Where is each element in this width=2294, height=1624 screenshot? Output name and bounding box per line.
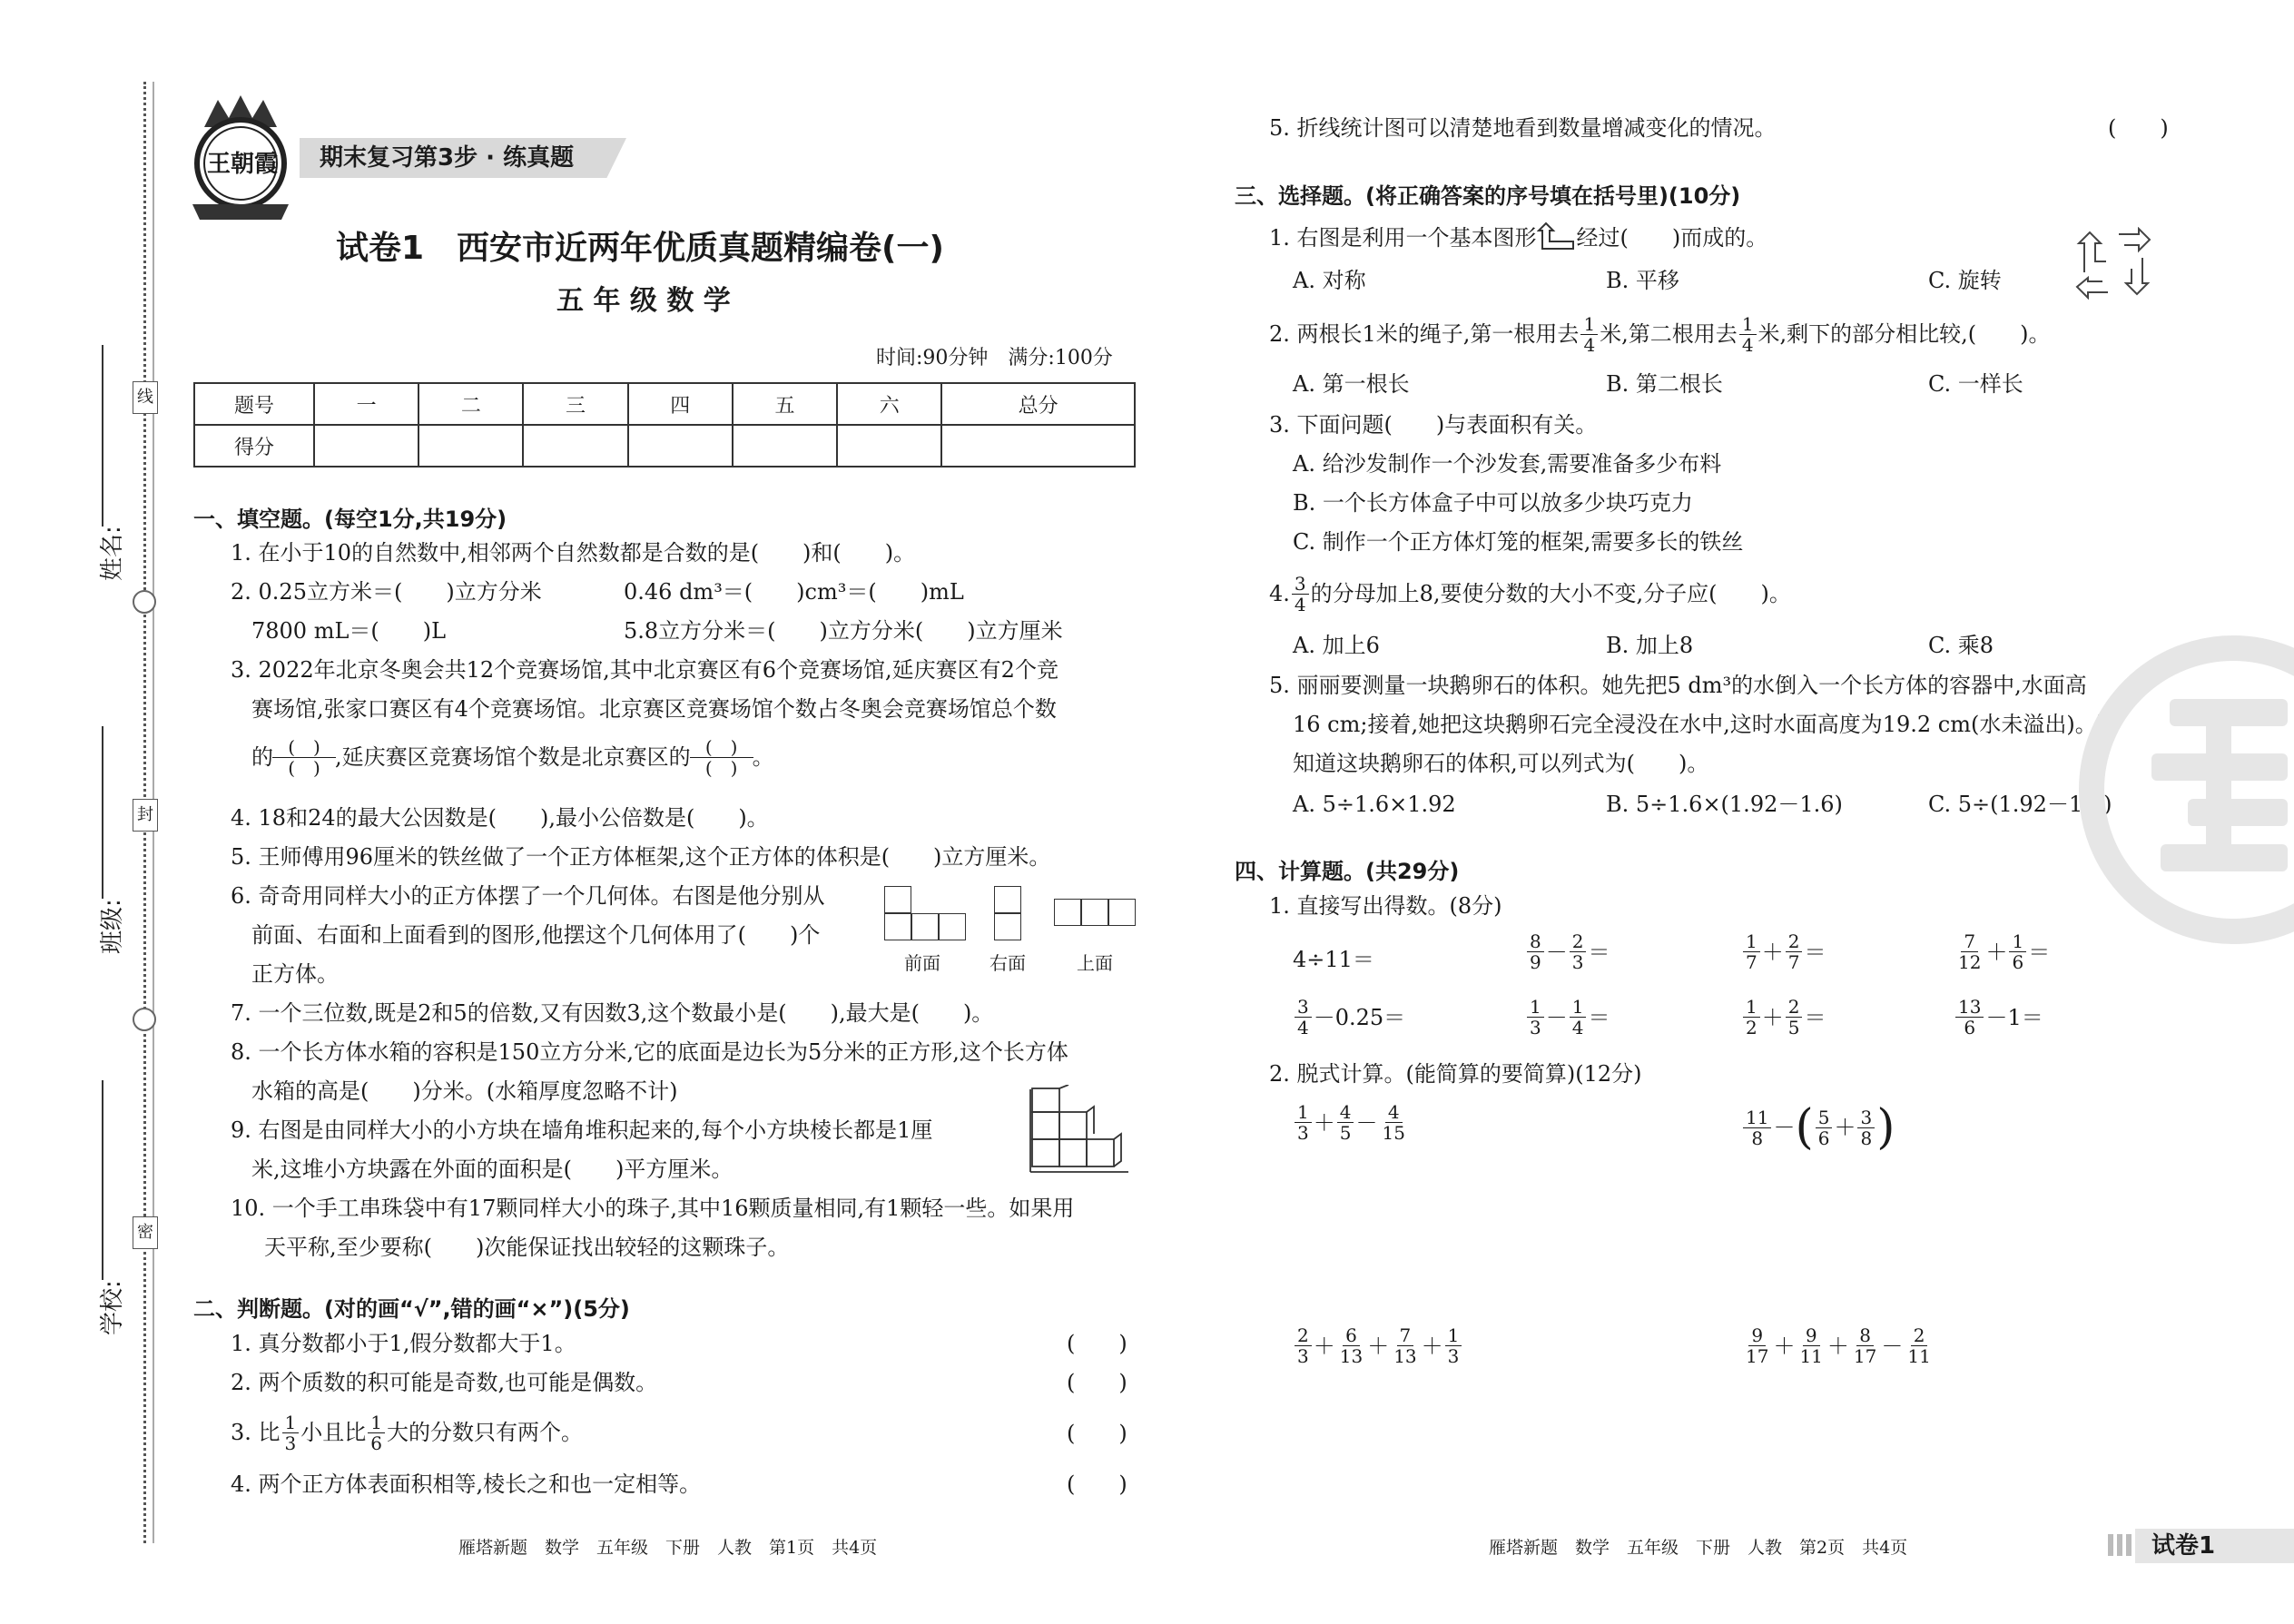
fraction-one-fourth: $\frac{1}{4}$ (1580, 314, 1598, 355)
s4-p1: 1. 直接写出得数。(8分) (1269, 893, 1502, 919)
s3-q1-opt-c[interactable]: C. 旋转 (1928, 268, 2002, 293)
s1-q2a: 2. 0.25立方米＝( )立方分米 (231, 579, 542, 605)
s3-q2-pre: 2. 两根长1米的绳子,第一根用去 (1269, 321, 1580, 347)
school-label: 学校: (99, 1280, 126, 1335)
s3-q4-opt-b[interactable]: B. 加上8 (1606, 633, 1694, 658)
time-info: 时间:90分钟 满分:100分 (876, 347, 1113, 369)
footer-right: 雁塔新题 数学 五年级 下册 人教 第2页 共4页 (1489, 1538, 1908, 1558)
front-view-figure (884, 886, 966, 942)
paper-subtitle: 五 年 级 数 学 (556, 285, 731, 317)
mark-mi: 密 (133, 1216, 158, 1249)
s3-q2-opt-b[interactable]: B. 第二根长 (1606, 371, 1723, 397)
s1-q3c-pre: 的 (251, 744, 273, 770)
section4-heading: 四、计算题。(共29分) (1235, 859, 1460, 884)
score-input-cell[interactable] (733, 425, 837, 467)
s3-q1-opt-a[interactable]: A. 对称 (1293, 268, 1366, 293)
score-table-score-row (194, 425, 1135, 467)
s3-q2-post: 米,剩下的部分相比较,( )。 (1757, 321, 2051, 347)
view-label-front: 前面 (904, 952, 940, 974)
s3-q5c: 知道这块鹅卵石的体积,可以列式为( )。 (1293, 751, 1709, 776)
s3-q2-opt-c[interactable]: C. 一样长 (1928, 371, 2023, 397)
score-input-cell[interactable] (941, 425, 1135, 467)
s3-q4-opt-c[interactable]: C. 乘8 (1928, 633, 1994, 658)
fraction-one-sixth: $\frac{1}{6}$ (368, 1412, 385, 1453)
mark-feng: 封 (133, 799, 158, 832)
s1-q2d: 5.8立方分米＝( )立方分米( )立方厘米 (624, 618, 1063, 644)
calc-4div11: 4÷11＝ (1293, 947, 1374, 972)
score-table (193, 382, 1136, 468)
s3-q1 (1269, 221, 1767, 254)
right-view-figure (994, 886, 1021, 942)
blank-fraction[interactable]: $\frac{( )}{( )}$ (693, 737, 751, 778)
s2-q1: 1. 真分数都小于1,假分数都大于1。 (231, 1331, 576, 1356)
school-field[interactable] (84, 1080, 129, 1334)
brand-logo (182, 91, 300, 227)
top-view-figure (1054, 899, 1136, 928)
stacked-cubes-figure (1021, 1085, 1130, 1176)
view-label-right: 右面 (989, 952, 1026, 974)
score-table-header-row (194, 383, 1135, 425)
s1-q3b: 赛场馆,张家口赛区有4个竞赛场馆。北京赛区竞赛场馆个数占冬奥会竞赛场馆总个数 (251, 696, 1057, 722)
score-table-cell: 一 (314, 383, 418, 425)
binding-strip (0, 0, 182, 1624)
binding-hole-1 (133, 590, 156, 614)
s3-q4-opt-a[interactable]: A. 加上6 (1293, 633, 1380, 658)
calc-item: $\frac{7}{12}$ ＋ $\frac{1}{6}$ ＝ (1958, 930, 2051, 973)
class-label: 班级: (99, 899, 126, 954)
s1-q6a: 6. 奇奇用同样大小的正方体摆了一个几何体。右图是他分别从 (231, 883, 825, 909)
s2-q3 (231, 1407, 583, 1458)
s1-q8b: 水箱的高是( )分米。(水箱厚度忽略不计) (251, 1078, 678, 1104)
s3-q2 (1269, 309, 2051, 359)
answer-bracket[interactable]: ( ) (1067, 1331, 1127, 1356)
s3-q3-opt-b[interactable]: B. 一个长方体盒子中可以放多少块巧克力 (1293, 490, 1693, 516)
footer-tag: 试卷1 (2151, 1532, 2216, 1560)
s1-q4: 4. 18和24的最大公因数是( ),最小公倍数是( )。 (231, 805, 769, 831)
rotation-pattern-icon (2075, 227, 2151, 300)
paper-title: 试卷1 西安市近两年优质真题精编卷(一) (336, 230, 944, 267)
footer-left: 雁塔新题 数学 五年级 下册 人教 第1页 共4页 (458, 1538, 878, 1558)
s1-q10b: 天平称,至少要称( )次能保证找出较轻的这颗珠子。 (264, 1235, 790, 1260)
section3-heading: 三、选择题。(将正确答案的序号填在括号里)(10分) (1235, 183, 1741, 209)
s3-q3-opt-c[interactable]: C. 制作一个正方体灯笼的框架,需要多长的铁丝 (1293, 529, 1744, 555)
s1-q2c: 7800 mL＝( )L (251, 618, 447, 644)
view-label-top: 上面 (1077, 952, 1113, 974)
s3-q5-opt-a[interactable]: A. 5÷1.6×1.92 (1293, 792, 1456, 817)
calc-item: $\frac{13}{6}$ －1＝ (1954, 997, 2043, 1038)
class-field[interactable] (84, 726, 129, 953)
name-label: 姓名: (99, 526, 126, 581)
fraction-three-fourths: $\frac{3}{4}$ (1292, 574, 1309, 615)
score-table-cell: 五 (733, 383, 837, 425)
s3-q2-opt-a[interactable]: A. 第一根长 (1293, 371, 1410, 397)
s2-q3-post: 大的分数只有两个。 (387, 1420, 583, 1445)
s1-q3c-post: 。 (752, 744, 774, 770)
s1-q3a: 3. 2022年北京冬奥会共12个竞赛场馆,其中北京赛区有6个竞赛场馆,延庆赛区有2个竞 (231, 657, 1058, 683)
stamp-glyph-icon (2115, 672, 2294, 908)
s3-q4 (1269, 568, 1791, 619)
expr-item: $\frac{11}{8}$ － ( $\frac{5}{6}$ ＋ $\frac{3}{8}$ ) (1741, 1102, 1895, 1153)
s1-q5: 5. 王师傅用96厘米的铁丝做了一个正方体框架,这个正方体的体积是( )立方厘米。 (231, 844, 1051, 870)
s1-q7: 7. 一个三位数,既是2和5的倍数,又有因数3,这个数最小是( ),最大是( )。 (231, 1000, 994, 1026)
s3-q3-opt-a[interactable]: A. 给沙发制作一个沙发套,需要准备多少布料 (1293, 451, 1722, 477)
s1-q9a: 9. 右图是由同样大小的小方块在墙角堆积起来的,每个小方块棱长都是1厘 (231, 1117, 933, 1143)
logo-text: 王朝霞 (206, 151, 278, 178)
score-table-cell: 三 (523, 383, 627, 425)
s1-q1: 1. 在小于10的自然数中,相邻两个自然数都是合数的是( )和( )。 (231, 540, 916, 566)
section1-heading: 一、填空题。(每空1分,共19分) (193, 507, 507, 532)
answer-bracket[interactable]: ( ) (1067, 1471, 1127, 1497)
s3-q1-pre: 1. 右图是利用一个基本图形 (1269, 225, 1537, 251)
s3-q5b: 16 cm;接着,她把这块鹅卵石完全浸没在水中,这时水面高度为19.2 cm(水未溢出)。要 (1293, 712, 2119, 737)
calc-item: $\frac{8}{9}$ － $\frac{2}{3}$ ＝ (1525, 931, 1610, 972)
answer-bracket[interactable]: ( ) (2108, 115, 2169, 141)
score-input-cell[interactable] (837, 425, 941, 467)
score-input-cell[interactable] (523, 425, 627, 467)
s1-q10a: 10. 一个手工串珠袋中有17颗同样大小的珠子,其中16颗质量相同,有1颗轻一些。如果用 (231, 1196, 1075, 1221)
s3-q3: 3. 下面问题( )与表面积有关。 (1269, 412, 1598, 438)
s2-q4: 4. 两个正方体表面积相等,棱长之和也一定相等。 (231, 1471, 702, 1497)
step-banner-text: 期末复习第3步 · 练真题 (320, 144, 575, 172)
s1-q3c (251, 732, 774, 782)
s1-q3c-mid: ,延庆赛区竞赛场馆个数是北京赛区的 (335, 744, 691, 770)
score-table-cell: 四 (628, 383, 733, 425)
footer-pattern (2108, 1534, 2135, 1556)
score-table-cell: 六 (837, 383, 941, 425)
s2-q2: 2. 两个质数的积可能是奇数,也可能是偶数。 (231, 1370, 658, 1395)
s3-q4-pre: 4. (1269, 581, 1290, 606)
s2-q5: 5. 折线统计图可以清楚地看到数量增减变化的情况。 (1269, 115, 1777, 141)
expr-item: $\frac{9}{17}$ ＋ $\frac{9}{11}$ ＋ $\frac{8}{17}$ － $\frac{2}{11}$ (1746, 1324, 1931, 1367)
score-table-cell: 二 (418, 383, 523, 425)
section2-heading: 二、判断题。(对的画“√”,错的画“×”)(5分) (193, 1296, 630, 1322)
s3-q5-opt-b[interactable]: B. 5÷1.6×(1.92－1.6) (1606, 792, 1843, 817)
s3-q1-post: 经过( )而成的。 (1576, 225, 1768, 251)
calc-item: $\frac{1}{2}$ ＋ $\frac{2}{5}$ ＝ (1741, 997, 1826, 1038)
expr-item: $\frac{2}{3}$ ＋ $\frac{6}{13}$ ＋ $\frac{7}{13}$ ＋ $\frac{1}{3}$ (1293, 1325, 1463, 1366)
calc-item: $\frac{3}{4}$ －0.25＝ (1293, 997, 1405, 1038)
bent-arrow-icon (1537, 221, 1577, 254)
s2-q3-mid: 小且比 (300, 1420, 367, 1445)
s1-q8a: 8. 一个长方体水箱的容积是150立方分米,它的底面是边长为5分米的正方形,这个长方体 (231, 1039, 1068, 1065)
fraction-one-fourth: $\frac{1}{4}$ (1739, 314, 1757, 355)
s1-q6c: 正方体。 (251, 961, 339, 987)
s1-q2b: 0.46 dm³＝( )cm³＝( )mL (624, 579, 964, 605)
answer-bracket[interactable]: ( ) (1067, 1370, 1127, 1395)
s3-q1-opt-b[interactable]: B. 平移 (1606, 268, 1679, 293)
binding-hole-2 (133, 1008, 156, 1031)
s3-q4-post: 的分母加上8,要使分数的大小不变,分子应( )。 (1310, 581, 1791, 606)
s3-q2-mid: 米,第二根用去 (1600, 321, 1738, 347)
calc-item: $\frac{1}{3}$ － $\frac{1}{4}$ ＝ (1525, 997, 1610, 1038)
score-input-cell[interactable] (418, 425, 523, 467)
blank-fraction[interactable]: $\frac{( )}{( )}$ (275, 737, 333, 778)
s4-p2: 2. 脱式计算。(能简算的要简算)(12分) (1269, 1061, 1642, 1087)
fraction-one-third: $\frac{1}{3}$ (282, 1412, 300, 1453)
score-input-cell[interactable] (628, 425, 733, 467)
s2-q3-pre: 3. 比 (231, 1420, 281, 1445)
mark-xian: 线 (133, 381, 158, 414)
s1-q9b: 米,这堆小方块露在外面的面积是( )平方厘米。 (251, 1156, 733, 1182)
s3-q5a: 5. 丽丽要测量一块鹅卵石的体积。她先把5 dm³的水倒入一个长方体的容器中,水面高 (1269, 673, 2087, 698)
s1-q6b: 前面、右面和上面看到的图形,他摆这个几何体用了( )个 (251, 922, 821, 948)
score-input-cell[interactable] (314, 425, 418, 467)
expr-item: $\frac{1}{3}$ ＋ $\frac{4}{5}$ － $\frac{4}{15}$ (1293, 1102, 1410, 1143)
score-table-cell: 得分 (194, 425, 314, 467)
name-field[interactable] (84, 345, 129, 581)
score-table-cell: 题号 (194, 383, 314, 425)
calc-item: $\frac{1}{7}$ ＋ $\frac{2}{7}$ ＝ (1741, 931, 1826, 972)
score-table-cell: 总分 (941, 383, 1135, 425)
s3-q5-opt-c[interactable]: C. 5÷(1.92－1.6) (1928, 792, 2112, 817)
answer-bracket[interactable]: ( ) (1067, 1421, 1127, 1446)
